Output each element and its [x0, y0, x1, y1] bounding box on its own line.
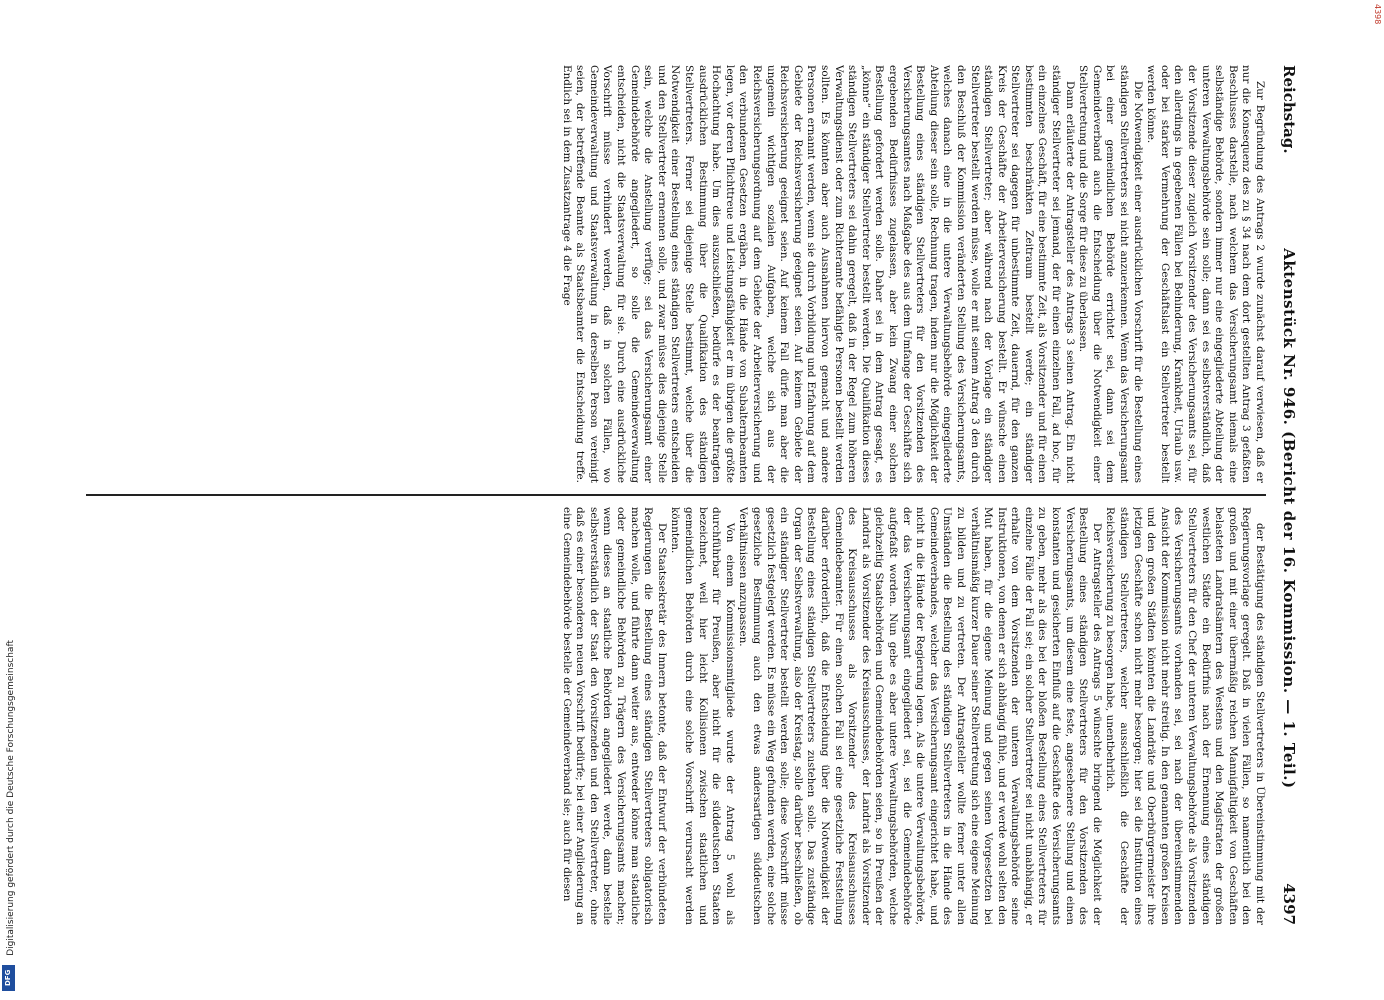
header-left: Reichstag.: [1280, 65, 1298, 154]
header-center: Aktenstück Nr. 946. (Bericht der 16. Kommission. — 1. Teil.): [1280, 248, 1298, 789]
text-column-left: [86, 65, 1266, 483]
page-number-mark: 4398: [1373, 4, 1382, 25]
paragraph: Der Staatssekretär des Innern betonte, daß der Entwurf der verbündeten Regierungen die Bestellung eines ständigen Stellvertreters obligatorisch machen wolle, und führte dann weiter aus, entweder könne man staatliche oder gemeindliche Behörden zu Trägern des Versicherungsamts machen; wenn dieses an staatliche Behörden angegliedert werde, dann bestelle selbstverständlich der Staat den Vorsitzenden und den Stellvertreter, ohne daß es einer besonderen neuen Vorschrift bedürfe; bei einer Angliederung an eine Gemeindebehörde bestelle der Gemeindeverband sie; auch für diesen: [560, 507, 668, 925]
document-page: [76, 65, 1306, 925]
dfg-logo: DFG: [2, 965, 15, 991]
paragraph: Zur Begründung des Antrags 2 wurde zunächst darauf verwiesen, daß er nur die Konsequenz des zu § 34 nach dem dort gestellten Antrag 3 gefaßten Beschlusses darstelle, nach welchem das Versicherungsamt niemals eine selbständige Behörde, sondern immer nur eine eingegliederte Abteilung der unteren Verwaltungsbehörde sein solle; dann sei es selbstverständlich, daß der Vorsitzende dieser zugleich Vorsitzender des Versicherungsamts sei, für den allerdings in gegebenen Fällen bei Behinderung, Krankheit, Urlaub usw. oder bei starker Vermehrung der Geschäftslast ein Stellvertreter bestellt werden könne.: [1145, 65, 1266, 483]
header-page-number: 4397: [1280, 883, 1298, 925]
paragraph: Der Antragsteller des Antrags 5 wünschte bringend die Möglichkeit der Bestellung eines ständigen Stellvertreters für den Vorsitzenden des Versicherungsamts, um diesem eine feste, angesehenere Stellung und einen konstanten und gesicherten Einfluß auf die Geschäfte des Versicherungsamts zu geben, mehr als dies bei der bloßen Bestellung eines Stellvertreters für einzelne Fälle der Fall sei; ein solcher Stellvertreter sei nicht unabhängig, er erhalte von dem Vorsitzenden der unteren Verwaltungsbehörde seine Instruktionen, von denen er sich abhängig fühle, und er werde wohl selten den Mut haben, für die eigene Meinung und gegen seinen Vorgesetzten bei verhältnismäßig kurzer Dauer seiner Stellvertretung sich eine eigene Meinung zu bilden und zu vertreten. Der Antragsteller wollte ferner unter allen Umständen die Bestellung des ständigen Stellvertreters in die Hände des Gemeindeverbandes, welcher das Versicherungsamt eingerichtet habe, und nicht in die Hände der Regierung legen. Als die untere Verwaltungsbehörde, der das Versicherungsamt eingegliedert sei, sei die Gemeindebehörde aufgefaßt worden. Nun gebe es aber untere Verwaltungsbehörden, welche gleichzeitig Staatsbehörden und Gemeindebehörden seien, so in Preußen der Landrat als Vorsitzender des Kreisausschusses, der Landrat als Vorsitzender des Kreisausschusses als Vorsitzender des Kreisausschusses Gemeindebeamter. Für einen solchen Fall sei eine gesetzliche Feststellung darüber erforderlich, daß die Entscheidung über die Notwendigkeit der Bestellung eines ständigen Stellvertreters zustehen solle. Das zuständige Organ der Selbstverwaltung, also der Kreistag, solle darüber beschließen, ob ein ständiger Stellvertreter bestellt werden solle; diese Vorschrift müsse gesetzlich festgelegt werden. Es müsse ein Weg gefunden werden, eine solche gesetzliche Bestimmung auch den etwas andersartigen süddeutschen Verhältnissen anzupassen.: [737, 507, 1103, 925]
column-divider: [86, 494, 1266, 496]
paragraph: Von einem Kommissionsmitgliede wurde der Antrag 5 wohl als durchführbar für Preußen, aber nicht für die süddeutschen Staaten bezeichnet, weil hier leicht Kollisionen zwischen staatlichen und gemeindlichen Behörden durch eine solche Vorschrift verursacht werden könnten.: [669, 507, 736, 925]
page-header: [1272, 65, 1306, 925]
digitization-credit-text: Digitalisierung gefördert durch die Deutsche Forschungsgemeinschaft: [6, 639, 16, 956]
text-column-right: [86, 507, 1266, 925]
digitization-credit: [2, 600, 16, 995]
paragraph: Die Notwendigkeit einer ausdrücklichen Vorschrift für die Bestellung eines ständigen Stellvertreters sei nicht anzuerkennen. Wenn das Versicherungsamt bei einer gemeindlichen Behörde errichtet sei, dann sei dem Gemeindeverband auch die Entscheidung über die Notwendigkeit einer Stellvertretung und die Sorge für diese zu überlassen.: [1077, 65, 1144, 483]
paragraph: der Bestätigung des ständigen Stellvertreters in Übereinstimmung mit der Regierungsvorlage geregelt. Daß in vielen Fällen, so namentlich bei den großen und mit einer übermäßig reichen Mannigfaltigkeit von Geschäften belasteten Landratsämtern des Westens und den Magistraten der großen westlichen Städte ein Bedürfnis nach der Ernennung eines ständigen Stellvertreters für den Chef der unteren Verwaltungsbehörde als Vorsitzenden des Versicherungsamts vorhanden sei, sei nach der übereinstimmenden Ansicht der Kommission nicht mehr streitig. In den genannten großen Kreisen und den großen Städten könnten die Landräte und Oberbürgermeister ihre jetzigen Geschäfte schon nicht mehr besorgen; hier sei die Institution eines ständigen Stellvertreters, welcher ausschließlich die Geschäfte der Reichsversicherung zu besorgen habe, unentbehrlich.: [1104, 507, 1266, 925]
paragraph: Dann erläuterte der Antragsteller des Antrags 3 seinen Antrag. Ein nicht ständiger Stellvertreter sei jemand, der für einen einzelnen Fall, ad hoc, für ein einzelnes Geschäft, für eine bestimmte Zeit, als Vorsitzender und für einen bestimmten beschränkten Zeitraum bestellt werde; ein ständiger Stellvertreter sei dagegen für unbestimmte Zeit, dauernd, für den ganzen Kreis der Geschäfte der Arbeiterversicherung bestellt. Er wünsche einen ständigen Stellvertreter; aber während nach der Vorlage ein ständiger Stellvertreter bestellt werden müsse, wolle er mit seinem Antrag 3 den durch den Beschluß der Kommission veränderten Stellung des Versicherungsamts, welches danach eine in die untere Verwaltungsbehörde eingegliederte Abteilung dieser sein solle, Rechnung tragen, indem nur die Möglichkeit der Bestellung eines ständigen Stellvertreters für den Vorsitzenden des Versicherungsamtes nach Maßgabe des aus dem Umfange der Geschäfte sich ergebenden Bedürfnisses zugelassen, aber kein Zwang einer solchen Bestellung gefordert werden solle. Daher sei in dem Antrag gesagt, es „könne“ ein ständiger Stellvertreter bestellt werden. Die Qualifikation dieses ständigen Stellvertreters sei dahin geregelt, daß in der Regel zum höheren Verwaltungsdienst oder zum Richteramte befähigte Personen bestellt werden sollten. Es könnten aber auch Ausnahmen hiervon gemacht und andere Personen ernannt werden, wenn sie durch Vorbildung und Erfahrung auf dem Gebiete der Reichsversicherung geeignet seien. Auf keinem Gebiete der Reichsversicherung geeignet seien. Auf keinem Fall dürfe man aber die ungemein wichtigen sozialen Aufgaben, welche sich aus der Reichsversicherungsordnung auf dem Gebiete der Arbeiterversicherung und den verbundenen Gesetzen ergäben, in die Hände von Subalternbeamten legen, vor deren Pflichttreue und Leistungsfähigkeit er im übrigen die größte Hochachtung habe. Um dies auszuschließen, bedürfe es der beantragten ausdrücklichen Bestimmung über die Qualifikation des ständigen Stellvertreters. Ferner sei diejenige Stelle bestimmt, welche über die Notwendigkeit einer Bestellung eines ständigen Stellvertreters entscheiden und den Stellvertreter ernennen solle, und zwar müsse dies diejenige Stelle sein, welche die Anstellung verfüge; sei das Versicherungsamt einer Gemeindebehörde angegliedert, so solle die Gemeindeverwaltung entscheiden, nicht die Staatsverwaltung für sie. Durch eine ausdrückliche Vorschrift müsse verhindert werden, daß in solchen Fällen, wo Gemeindeverwaltung und Staatsverwaltung in derselben Person vereinigt seien, der betreffende Beamte als Staatsbeamter die Entscheidung treffe. Endlich sei in dem Zusatzantrage 4 die Frage: [560, 65, 1076, 483]
text-columns: [86, 65, 1266, 925]
